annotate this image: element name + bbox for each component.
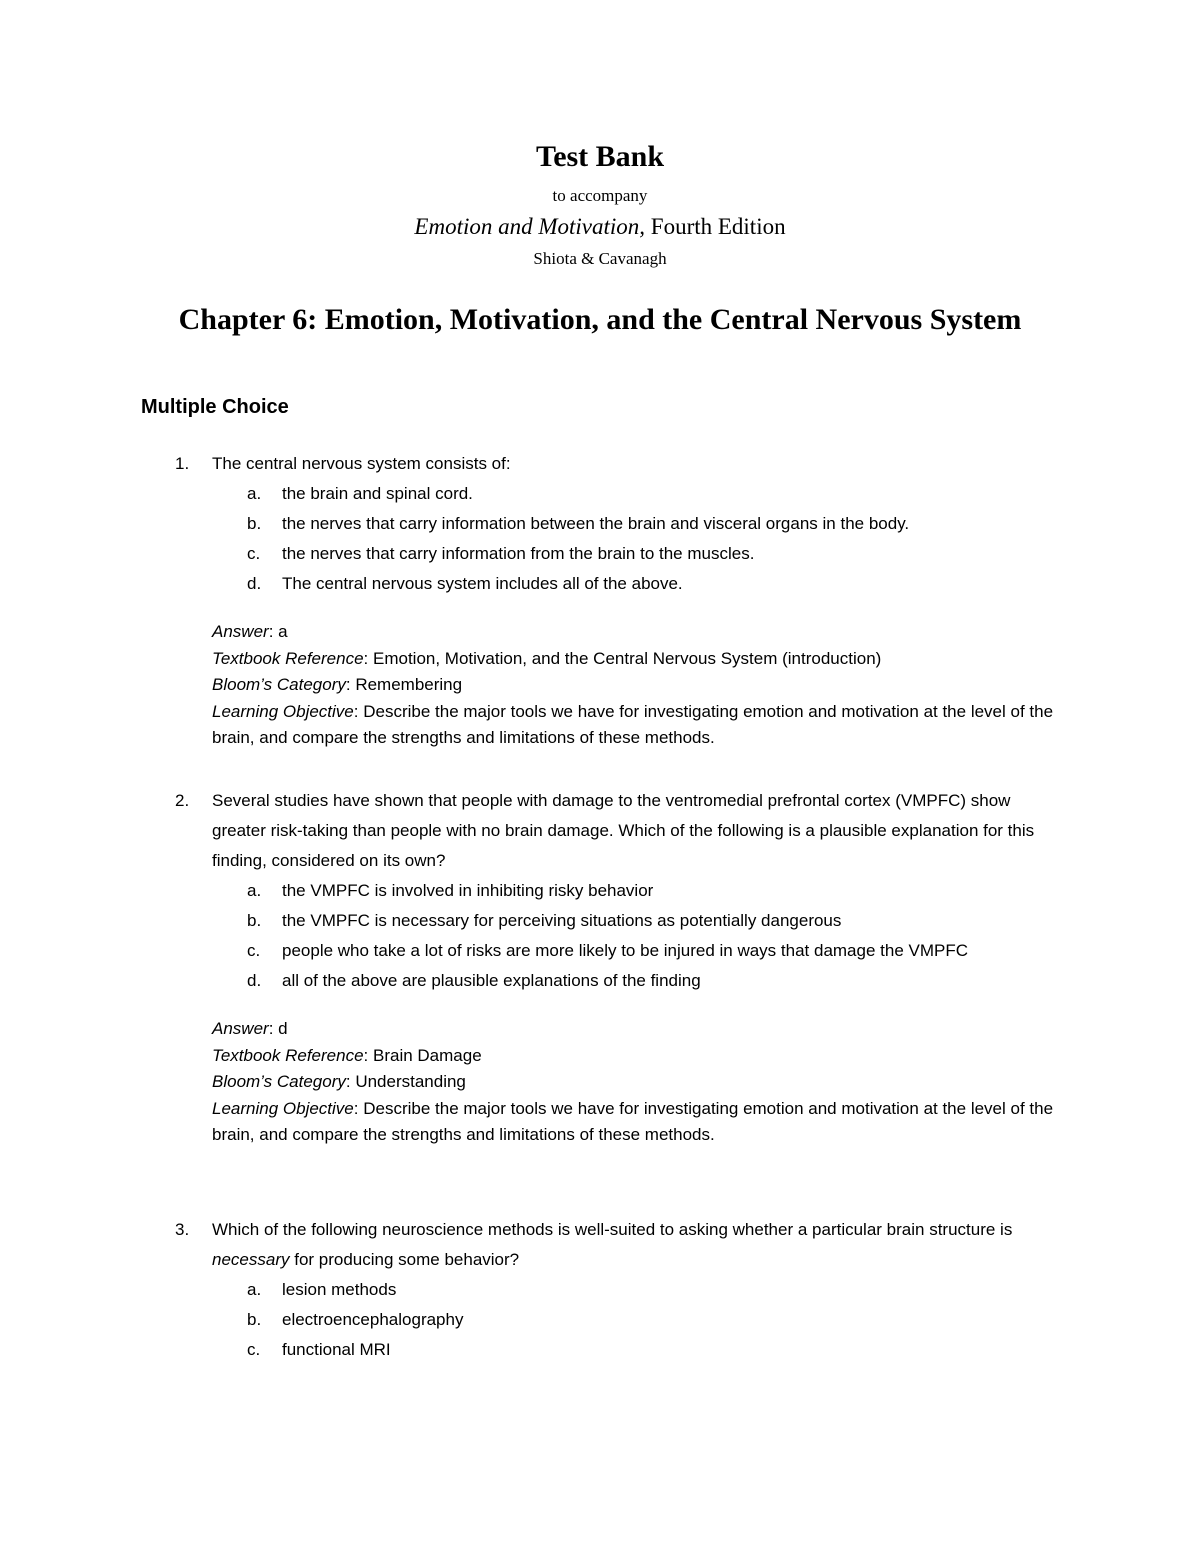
document-subtitle: to accompany xyxy=(552,186,648,205)
answer-line: Answer: d xyxy=(212,1019,288,1038)
question-text-end: for producing some behavior? xyxy=(294,1250,520,1269)
learning-objective-value: Describe the major tools we have for investigating emotion and motivation at the level of the brain, and compare the strengths and limitations of these methods. xyxy=(212,1098,1054,1144)
learning-objective-value: Describe the major tools we have for investigating emotion and motivation at the level of the brain, and compare the strengths and limitations of these methods. xyxy=(212,701,1054,747)
question-stem xyxy=(175,449,1065,479)
textbook-reference-value: Emotion, Motivation, and the Central Nervous System (introduction) xyxy=(372,648,882,668)
question-text: Which of the following neuroscience methods is well-suited to asking whether a particular brain structure is xyxy=(212,1220,1013,1239)
option-text: the VMPFC is involved in inhibiting risky behavior xyxy=(282,881,654,900)
blooms-category-line: Bloom’s Category: Remembering xyxy=(212,675,463,694)
learning-objective-line: Learning Objective: Describe the major tools we have for investigating emotion and motivation at the level of the brain, and compare the strengths and limitations of these methods. xyxy=(212,701,1054,747)
answer-label: Answer xyxy=(212,622,269,641)
textbook-reference-value: Brain Damage xyxy=(372,1045,482,1065)
blooms-category-value: Remembering xyxy=(355,675,463,694)
answer-line: Answer: a xyxy=(212,622,288,641)
option-d xyxy=(175,569,1065,599)
question-text: Several studies have shown that people with damage to the ventromedial prefrontal cortex (VMPFC) show greater risk-taking than people with no brain damage. Which of the following is a plausible explanation for this finding, considered on its own? xyxy=(212,791,1035,870)
question-emphasis: necessary xyxy=(212,1250,290,1269)
option-a xyxy=(175,1275,1065,1305)
option-b xyxy=(175,906,1065,936)
option-letter: d. xyxy=(247,574,262,593)
option-text: all of the above are plausible explanations of the finding xyxy=(282,971,701,990)
option-text: functional MRI xyxy=(282,1340,391,1359)
answer-value: a xyxy=(278,622,288,641)
question-metadata xyxy=(175,1016,1065,1149)
option-d xyxy=(175,966,1065,996)
option-text: the nerves that carry information between the brain and visceral organs in the body. xyxy=(282,514,910,533)
document-title: Test Bank xyxy=(535,140,665,173)
option-list xyxy=(175,1275,1065,1365)
question-number: 3. xyxy=(175,1220,190,1239)
section-heading: Multiple Choice xyxy=(141,396,289,418)
textbook-reference-line: Textbook Reference: Brain Damage xyxy=(212,1045,482,1065)
option-text: The central nervous system includes all of the above. xyxy=(282,574,683,593)
option-c xyxy=(175,936,1065,966)
option-text: the VMPFC is necessary for perceiving situations as potentially dangerous xyxy=(282,911,842,930)
option-letter: c. xyxy=(247,941,261,960)
option-list xyxy=(175,876,1065,996)
question-1 xyxy=(175,449,1065,752)
option-text: people who take a lot of risks are more likely to be injured in ways that damage the VMPFC xyxy=(282,941,969,960)
option-text: lesion methods xyxy=(282,1280,397,1299)
blooms-category-label: Bloom’s Category xyxy=(212,1072,346,1091)
document-authors: Shiota & Cavanagh xyxy=(533,249,667,268)
option-text: electroencephalography xyxy=(282,1310,464,1329)
option-c xyxy=(175,539,1065,569)
blooms-category-value: Understanding xyxy=(355,1072,466,1091)
option-letter: d. xyxy=(247,971,262,990)
question-number: 2. xyxy=(175,791,190,810)
question-metadata xyxy=(175,619,1065,752)
question-text: The central nervous system consists of: xyxy=(212,454,511,473)
option-letter: b. xyxy=(247,514,262,533)
book-edition: Fourth Edition xyxy=(650,214,786,239)
option-b xyxy=(175,1305,1065,1335)
option-b xyxy=(175,509,1065,539)
textbook-reference-label: Textbook Reference xyxy=(212,648,364,668)
option-letter: c. xyxy=(247,544,261,563)
option-letter: b. xyxy=(247,911,262,930)
option-letter: a. xyxy=(247,484,262,503)
chapter-title: Chapter 6: Emotion, Motivation, and the Central Nervous System xyxy=(178,303,1022,336)
option-c xyxy=(175,1335,1065,1365)
learning-objective-line: Learning Objective: Describe the major tools we have for investigating emotion and motivation at the level of the brain, and compare the strengths and limitations of these methods. xyxy=(212,1098,1054,1144)
option-text: the brain and spinal cord. xyxy=(282,484,473,503)
question-3 xyxy=(175,1215,1065,1365)
learning-objective-label: Learning Objective xyxy=(212,701,354,721)
textbook-reference-label: Textbook Reference xyxy=(212,1045,364,1065)
book-title: Emotion and Motivation, xyxy=(414,214,646,239)
option-a xyxy=(175,876,1065,906)
option-letter: b. xyxy=(247,1310,262,1329)
question-stem xyxy=(175,1215,1065,1275)
book-line xyxy=(0,214,1200,240)
blooms-category-label: Bloom’s Category xyxy=(212,675,346,694)
learning-objective-label: Learning Objective xyxy=(212,1098,354,1118)
blooms-category-line: Bloom’s Category: Understanding xyxy=(212,1072,466,1091)
option-letter: c. xyxy=(247,1340,261,1359)
question-2 xyxy=(175,786,1065,1149)
question-stem xyxy=(175,786,1065,876)
option-letter: a. xyxy=(247,1280,262,1299)
option-letter: a. xyxy=(247,881,262,900)
option-text: the nerves that carry information from the brain to the muscles. xyxy=(282,544,755,563)
question-number: 1. xyxy=(175,454,190,473)
option-a xyxy=(175,479,1065,509)
textbook-reference-line: Textbook Reference: Emotion, Motivation, and the Central Nervous System (introduction) xyxy=(212,648,882,668)
option-list xyxy=(175,479,1065,599)
answer-value: d xyxy=(278,1019,288,1038)
answer-label: Answer xyxy=(212,1019,269,1038)
